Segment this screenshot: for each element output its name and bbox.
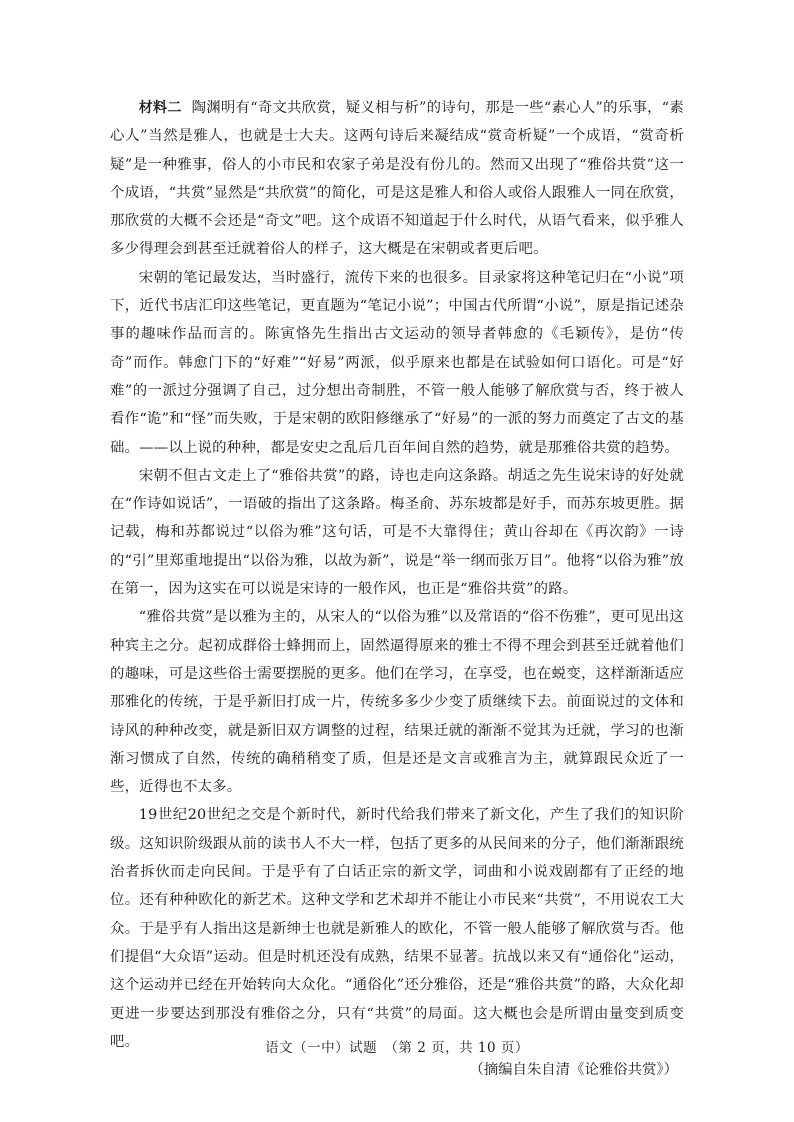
paragraph-1 [110,94,684,264]
paragraph-2: 宋朝的笔记最发达，当时盛行，流传下来的也很多。目录家将这种笔记归在“小说”项下，近代书店汇印这些笔记，更直题为“笔记小说”；中国古代所谓“小说”，原是指记述杂事的趣味作品而言的。陈寅恪先生指出古文运动的领导者韩愈的《毛颖传》，是仿“传奇”而作。韩愈门下的“好难”“好易”两派，似乎原来也都是在试验如何口语化。可是“好难”的一派过分强调了自己，过分想出奇制胜，不管一般人能够了解欣赏与否，终于被人看作“诡”和“怪”而失败，于是宋朝的欧阳修继承了“好易”的一派的努力而奠定了古文的基础。——以上说的种种，都是安史之乱后几百年间自然的趋势，就是那雅俗共赏的趋势。 [110,269,684,456]
paragraph-4: “雅俗共赏”是以雅为主的，从宋人的“以俗为雅”以及常语的“俗不伤雅”，更可见出这种宾主之分。起初成群俗士蜂拥而上，固然逼得原来的雅士不得不理会到甚至迁就着他们的趣味，可是这些俗士需要摆脱的更多。他们在学习，在享受，也在蜕变，这样渐渐适应那雅化的传统，于是乎新旧打成一片，传统多多少少变了质继续下去。前面说过的文体和诗风的种种改变，就是新旧双方调整的过程，结果迁就的渐渐不觉其为迁就，学习的也渐渐习惯成了自然，传统的确稍稍变了质，但是还是文言或雅言为主，就算跟民众近了一些，近得也不太多。 [110,609,684,796]
document-body [110,94,684,1084]
source-citation: （摘编自朱自清《论雅俗共赏》） [469,1062,678,1079]
paragraph-1-text: 陶渊明有“奇文共欣赏，疑义相与析”的诗句，那是一些“素心人”的乐事，“素心人”当然是雅人，也就是士大夫。这两句诗后来凝结成“赏奇析疑”一个成语，“赏奇析疑”是一种雅事，俗人的小市民和农家子弟是没有份儿的。然而又出现了“雅俗共赏”这一个成语，“共赏”显然是“共欣赏”的简化，可是这是雅人和俗人或俗人跟雅人一同在欣赏，那欣赏的大概不会还是“奇文”吧。这个成语不知道起于什么时代，从语气看来，似乎雅人多少得理会到甚至迁就着俗人的样子，这大概是在宋朝或者更后吧。 [110,100,684,258]
paragraph-5: 19世纪20世纪之交是个新时代，新时代给我们带来了新文化，产生了我们的知识阶级。这知识阶级跟从前的读书人不大一样，包括了更多的从民间来的分子，他们渐渐跟统治者拆伙而走向民间。于是乎有了白话正宗的新文学，词曲和小说戏剧都有了正经的地位。还有种种欧化的新艺术。这种文学和艺术却并不能让小市民来“共赏”，不用说农工大众。于是乎有人指出这是新绅士也就是新雅人的欧化，不管一般人能够了解欣赏与否。他们提倡“大众语”运动。但是时机还没有成熟，结果不显著。抗战以来又有“通俗化”运动，这个运动并已经在开始转向大众化。“通俗化”还分雅俗，还是“雅俗共赏”的路，大众化却更进一步要达到那没有雅俗之分，只有“共赏”的局面。这大概也会是所谓由量变到质变吧。 [110,807,684,1050]
material-label: 材料二 [138,100,182,116]
page-footer: 语文（一中）试题 （第 2 页，共 10 页） [265,1040,529,1056]
paragraph-3: 宋朝不但古文走上了“雅俗共赏”的路，诗也走向这条路。胡适之先生说宋诗的好处就在“作诗如说话”，一语破的指出了这条路。梅圣俞、苏东坡都是好手，而苏东坡更胜。据记载，梅和苏都说过“以俗为雅”这句话，可是不大靠得住；黄山谷却在《再次韵》一诗的“引”里郑重地提出“以俗为雅，以故为新”，说是“举一纲而张万目”。他将“以俗为雅”放在第一，因为这实在可以说是宋诗的一般作风，也正是“雅俗共赏”的路。 [110,467,684,598]
